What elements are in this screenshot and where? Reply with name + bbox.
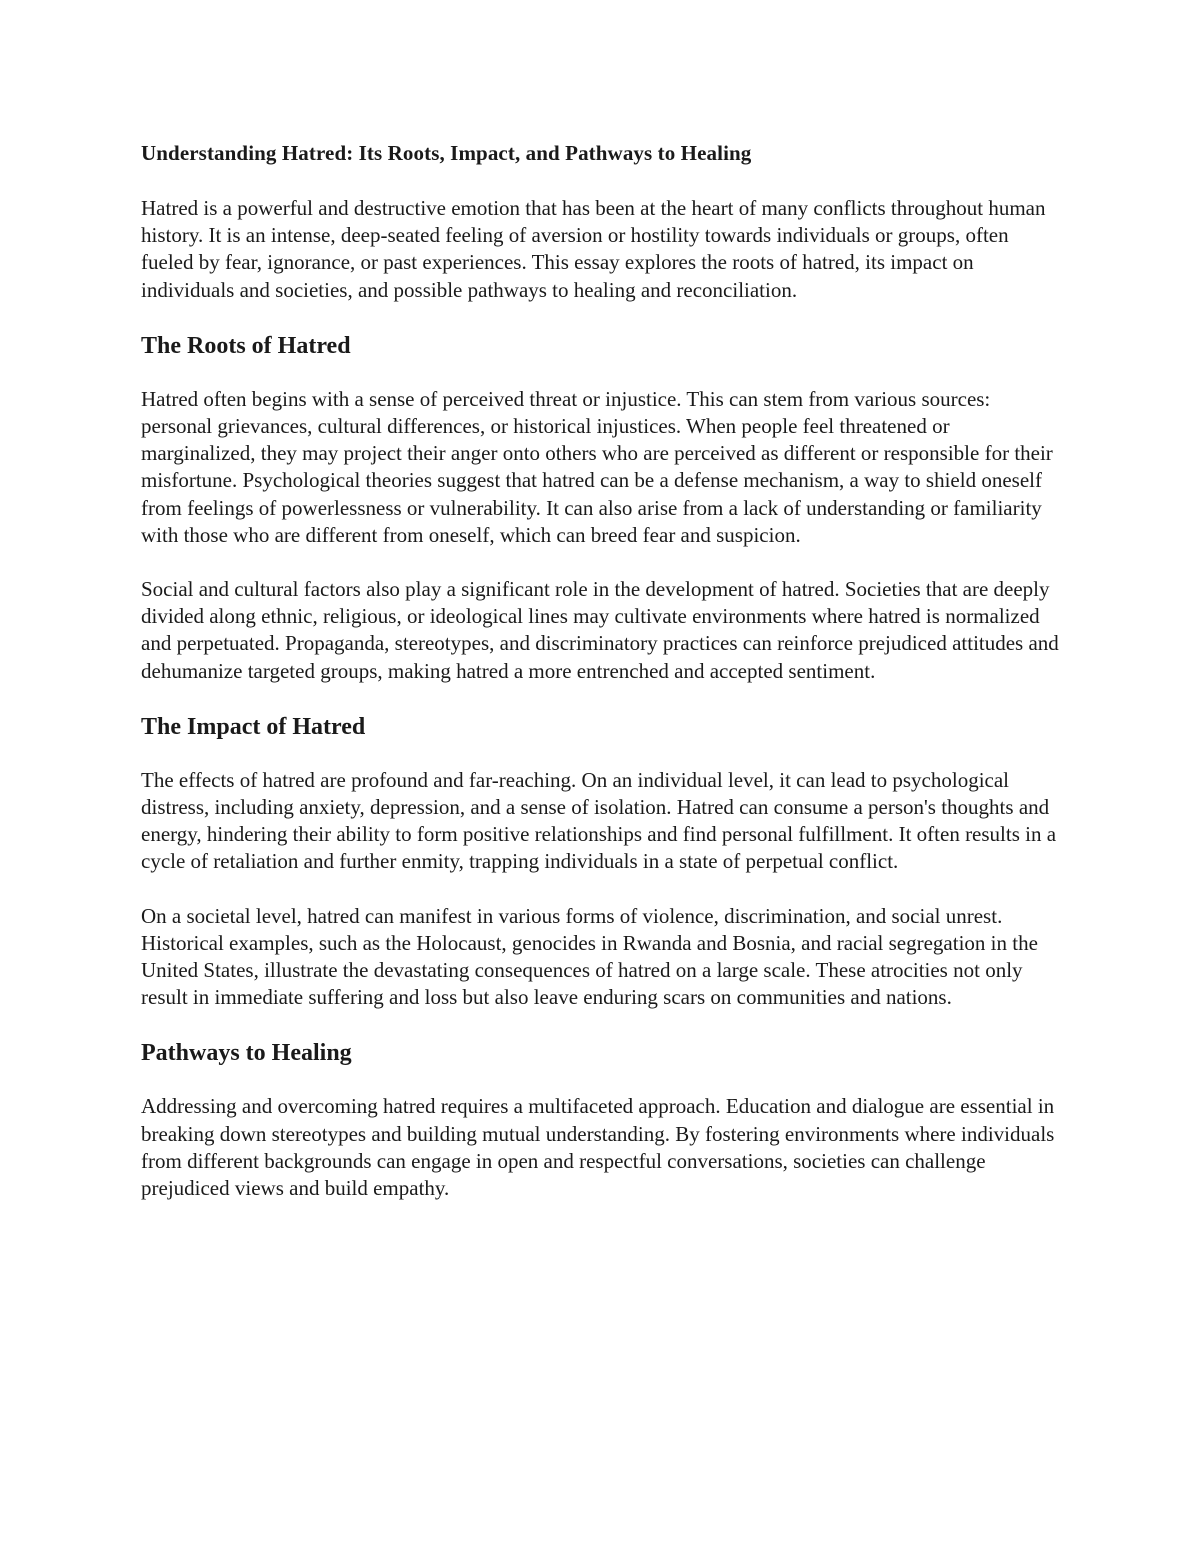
- body-paragraph: On a societal level, hatred can manifest in various forms of violence, discrimination, and social unrest. Historical examples, such as the Holocaust, genocides in Rwanda and Bosnia, and racial segregation in the United States, illustrate the devastating consequences of hatred on a large scale. These atrocities not only result in immediate suffering and loss but also leave enduring scars on communities and nations.: [141, 903, 1038, 1010]
- section-roots-of-hatred: [141, 331, 1066, 685]
- intro-paragraph: Hatred is a powerful and destructive emotion that has been at the heart of many conflicts throughout human history. It is an intense, deep-seated feeling of aversion or hostility towards individuals or groups, often fueled by fear, ignorance, or past experiences. This essay explores the roots of hatred, its impact on individuals and societies, and possible pathways to healing and reconciliation.: [141, 196, 1046, 302]
- section-impact-of-hatred: [141, 712, 1066, 1012]
- body-paragraph: Hatred often begins with a sense of perceived threat or injustice. This can stem from various sources: personal grievances, cultural differences, or historical injustices. When people feel threatened or marginalized, they may project their anger onto others who are perceived as different or responsible for their misfortune. Psychological theories suggest that hatred can be a defense mechanism, a way to shield oneself from feelings of powerlessness or vulnerability. It can also arise from a lack of understanding or familiarity with those who are different from oneself, which can breed fear and suspicion.: [141, 386, 1053, 547]
- section-heading: The Roots of Hatred: [141, 332, 351, 359]
- body-paragraph: The effects of hatred are profound and far-reaching. On an individual level, it can lead to psychological distress, including anxiety, depression, and a sense of isolation. Hatred can consume a person's thoughts and energy, hindering their ability to form positive relationships and find personal fulfillment. It often results in a cycle of retaliation and further enmity, trapping individuals in a state of perpetual conflict.: [141, 767, 1057, 874]
- document-body: [141, 140, 1066, 1229]
- body-paragraph: Addressing and overcoming hatred requires a multifaceted approach. Education and dialogue are essential in breaking down stereotypes and building mutual understanding. By fostering environments where individuals from different backgrounds can engage in open and respectful conversations, societies can challenge prejudiced views and build empathy.: [141, 1094, 1055, 1201]
- section-heading: The Impact of Hatred: [141, 713, 366, 740]
- document-title: Understanding Hatred: Its Roots, Impact, and Pathways to Healing: [141, 141, 752, 165]
- section-pathways-to-healing: [141, 1038, 1066, 1202]
- section-heading: Pathways to Healing: [141, 1040, 352, 1067]
- body-paragraph: Social and cultural factors also play a significant role in the development of hatred. Societies that are deeply divided along ethnic, religious, or ideological lines may cultivate environments where hatred is normalized and perpetuated. Propaganda, stereotypes, and discriminatory practices can reinforce prejudiced attitudes and dehumanize targeted groups, making hatred a more entrenched and accepted sentiment.: [141, 577, 1059, 683]
